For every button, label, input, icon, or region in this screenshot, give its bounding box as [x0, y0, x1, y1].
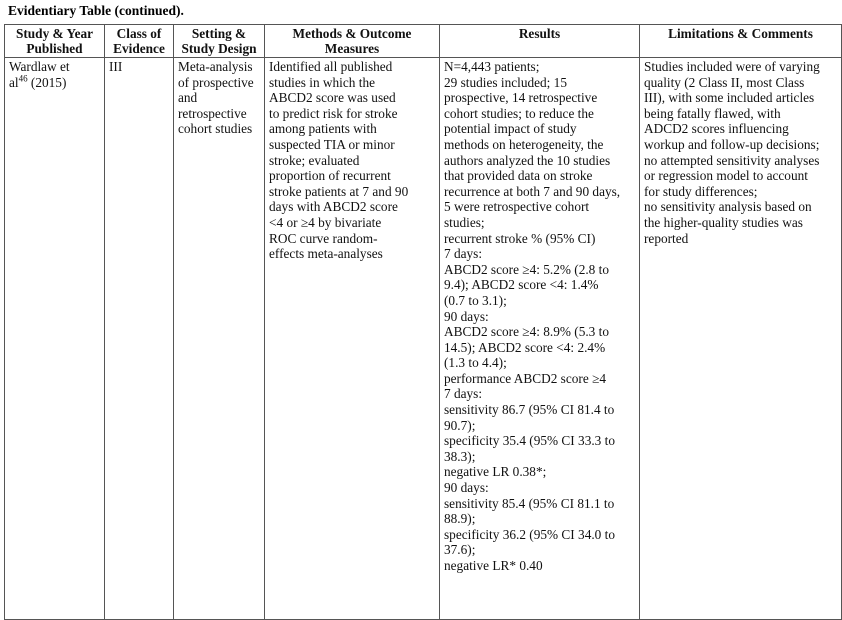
page-title: Evidentiary Table (continued). — [8, 3, 184, 18]
header-line: Evidence — [113, 41, 165, 56]
cell-text-line: Studies included were of varying — [644, 59, 820, 74]
cell-design — [174, 58, 265, 620]
header-line: Limitations & Comments — [668, 26, 813, 41]
cell-text-line: the higher-quality studies was — [644, 214, 803, 230]
cell-text-line: being fatally flawed, with — [644, 105, 781, 121]
cell-text-line: specificity 35.4 (95% CI 33.3 to — [444, 433, 615, 449]
cell-text-line: stroke patients at 7 and 90 — [269, 183, 409, 199]
study-author-suffix: al — [9, 74, 19, 90]
cell-text-line: recurrence at both 7 and 90 days, — [444, 183, 621, 199]
cell-text-line: proportion of recurrent — [269, 168, 391, 184]
cell-text-line: (0.7 to 3.1); — [444, 292, 507, 308]
cell-text-line: sensitivity 86.7 (95% CI 81.4 to — [444, 402, 615, 418]
cell-text-line: to predict risk for stroke — [269, 105, 398, 121]
header-results — [440, 25, 640, 58]
cell-text-line: performance ABCD2 score ≥4 — [444, 370, 607, 386]
cell-text-line: ROC curve random- — [269, 230, 378, 246]
cell-text-line: III), with some included articles — [644, 90, 815, 106]
cell-text-line: prospective, 14 retrospective — [444, 90, 598, 106]
cell-text-line: methods on heterogeneity, the — [444, 136, 604, 152]
header-line: Results — [518, 26, 561, 41]
cell-text-line: and — [178, 90, 198, 106]
cell-results — [440, 58, 640, 620]
header-class-of-evidence — [105, 25, 174, 58]
cell-text-line: 88.9); — [444, 511, 476, 527]
study-line: Wardlaw et — [9, 59, 70, 74]
table-header-row — [5, 25, 842, 58]
cell-text-line: authors analyzed the 10 studies — [444, 152, 611, 168]
cell-text-line: 9.4); ABCD2 score <4: 1.4% — [444, 277, 599, 293]
cell-text-line: III — [109, 59, 123, 74]
cell-text-line: ABCD2 score was used — [269, 90, 396, 106]
cell-limitations — [640, 58, 842, 620]
cell-text-line: no sensitivity analysis based on — [644, 199, 812, 215]
table-row — [5, 58, 842, 620]
evidentiary-table — [4, 24, 842, 620]
header-line: Measures — [324, 41, 380, 56]
cell-study — [5, 58, 105, 620]
cell-text-line: 90 days: — [444, 308, 489, 324]
cell-text-line: among patients with — [269, 121, 377, 137]
cell-text-line: 90 days: — [444, 480, 489, 496]
cell-text-line: cohort studies — [178, 121, 253, 137]
cell-text-line: 7 days: — [444, 246, 483, 262]
cell-text-line: or regression model to account — [644, 168, 808, 184]
cell-class — [105, 58, 174, 620]
cell-text-line: that provided data on stroke — [444, 168, 593, 184]
cell-text-line: 38.3); — [444, 448, 476, 464]
cell-text-line: quality (2 Class II, most Class — [644, 74, 805, 90]
header-study-year — [5, 25, 105, 58]
header-line: Published — [26, 41, 83, 56]
cell-text-line: retrospective — [178, 105, 247, 121]
cell-text-line: specificity 36.2 (95% CI 34.0 to — [444, 526, 615, 542]
cell-text-line: suspected TIA or minor — [269, 136, 395, 152]
cell-text-line: (1.3 to 4.4); — [444, 355, 507, 371]
reference-superscript: 46 — [18, 73, 28, 84]
cell-text-line: studies; — [444, 214, 485, 230]
study-year: (2015) — [27, 74, 67, 90]
cell-text-line: recurrent stroke % (95% CI) — [444, 230, 596, 246]
cell-text-line: reported — [644, 230, 689, 246]
header-line: Study & Year — [15, 26, 94, 41]
cell-text-line: 5 were retrospective cohort — [444, 199, 590, 215]
cell-text-line: negative LR 0.38*; — [444, 464, 547, 480]
cell-text-line: 14.5); ABCD2 score <4: 2.4% — [444, 339, 606, 355]
cell-text-line: workup and follow-up decisions; — [644, 136, 820, 152]
cell-text-line: ABCD2 score ≥4: 8.9% (5.3 to — [444, 324, 609, 340]
cell-text-line: negative LR* 0.40 — [444, 558, 543, 573]
cell-text-line: for study differences; — [644, 183, 758, 199]
study-line — [9, 75, 100, 91]
cell-text-line: ADCD2 scores influencing — [644, 121, 789, 137]
cell-text-line: potential impact of study — [444, 121, 577, 137]
header-line: Setting & — [191, 26, 247, 41]
cell-text-line: 37.6); — [444, 542, 476, 558]
cell-text-line: sensitivity 85.4 (95% CI 81.1 to — [444, 495, 615, 511]
header-setting-design — [174, 25, 265, 58]
cell-text-line: of prospective — [178, 74, 254, 90]
cell-text-line: stroke; evaluated — [269, 152, 360, 168]
cell-text-line: effects meta-analyses — [269, 246, 383, 262]
cell-text-line: 90.7); — [444, 417, 476, 433]
cell-text-line: days with ABCD2 score — [269, 199, 398, 215]
header-methods-outcome — [265, 25, 440, 58]
cell-methods — [265, 58, 440, 620]
cell-text-line: <4 or ≥4 by bivariate — [269, 214, 382, 230]
cell-text-line: cohort studies; to reduce the — [444, 105, 594, 121]
cell-text-line: 29 studies included; 15 — [444, 74, 567, 90]
cell-text-line: Meta-analysis — [178, 59, 253, 74]
header-line: Methods & Outcome — [292, 26, 412, 41]
cell-text-line: Identified all published — [269, 59, 393, 74]
cell-text-line: ABCD2 score ≥4: 5.2% (2.8 to — [444, 261, 609, 277]
cell-text-line: N=4,443 patients; — [444, 59, 540, 74]
header-line: Class of — [116, 26, 162, 41]
header-limitations — [640, 25, 842, 58]
cell-text-line: no attempted sensitivity analyses — [644, 152, 820, 168]
header-line: Study Design — [181, 41, 257, 56]
cell-text-line: studies in which the — [269, 74, 375, 90]
cell-text-line: 7 days: — [444, 386, 483, 402]
